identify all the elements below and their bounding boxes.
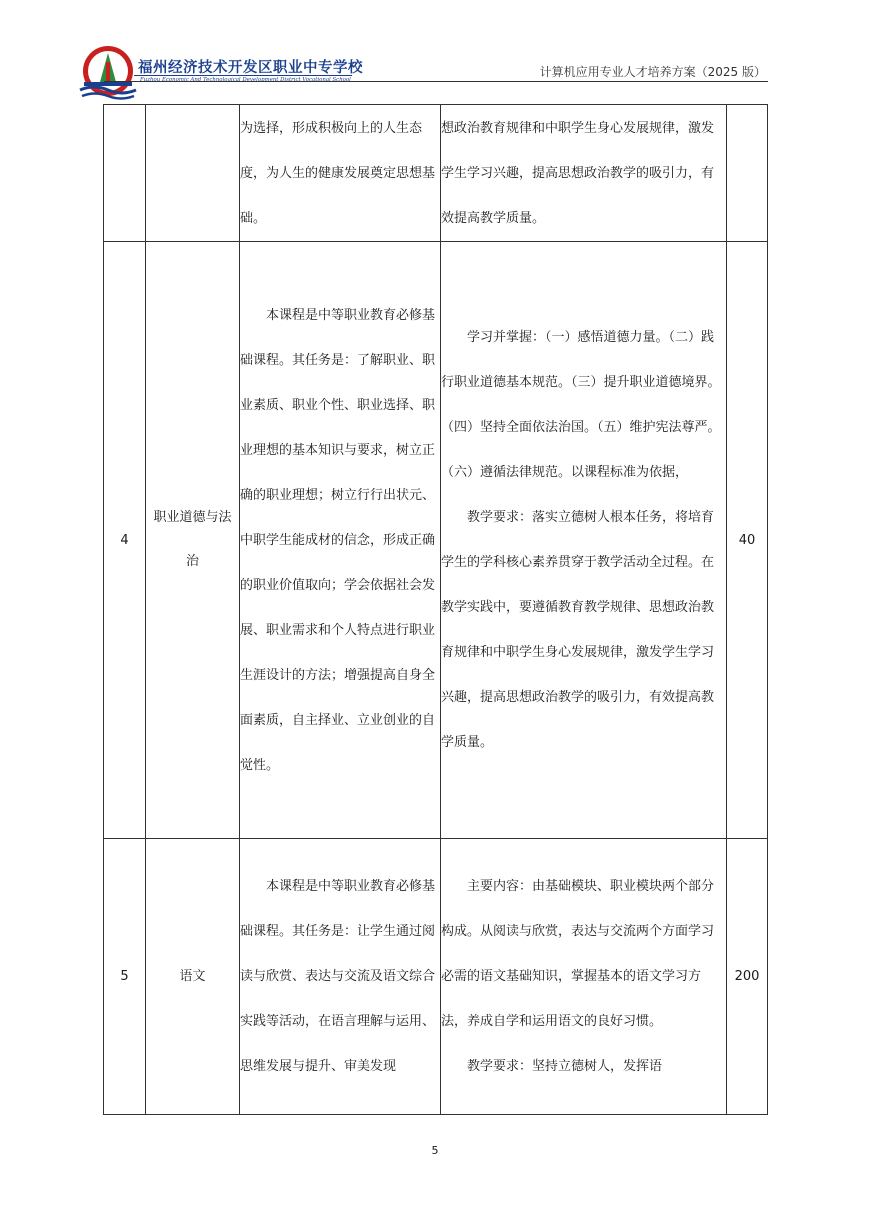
- course-name: [146, 105, 240, 242]
- course-name: 职业道德与法治: [146, 242, 240, 839]
- goal-text: 本课程是中等职业教育必修基础课程。其任务是：了解职业、职业素质、职业个性、职业选择、职业理想的基本知识与要求，树立正确的职业理想；树立行行出状元、中职学生能成材的信念，形成正确的职业价值取向；学会依据社会发展、职业需求和个人特点进行职业生涯设计的方法；增强提高自身全面素质，自主择业、立业创业的自觉性。: [240, 307, 436, 773]
- teaching-requirement-text: 教学要求：坚持立德树人，发挥语: [467, 1059, 663, 1074]
- course-hours: [727, 105, 768, 242]
- curriculum-table: [103, 104, 768, 1115]
- course-content: [441, 242, 727, 839]
- course-number: 5: [104, 839, 146, 1115]
- table-row: [104, 105, 768, 242]
- header-rule: [104, 81, 768, 82]
- course-goal: [240, 242, 441, 839]
- course-content: [441, 105, 727, 242]
- course-hours: 200: [727, 839, 768, 1115]
- table-row: [104, 839, 768, 1115]
- course-content: [441, 839, 727, 1115]
- goal-text: 本课程是中等职业教育必修基础课程。其任务是：让学生通过阅读与欣赏、表达与交流及语文综合实践等活动，在语言理解与运用、思维发展与提升、审美发现: [240, 879, 436, 1074]
- school-name-en: Fuzhou Economic And Technological Development District Vocational School: [140, 77, 351, 83]
- table-row: [104, 242, 768, 839]
- school-name-cn: 福州经济技术开发区职业中专学校: [138, 59, 363, 76]
- content-text: 学习并掌握：（一）感悟道德力量。（二）践行职业道德基本规范。（三）提升职业道德境界。（四）坚持全面依法治国。（五）维护宪法尊严。（六）遵循法律规范。以课程标准为依据，: [441, 330, 721, 480]
- course-number: 4: [104, 242, 146, 839]
- course-goal: [240, 839, 441, 1115]
- course-name: 语文: [146, 839, 240, 1115]
- school-logo-icon: [76, 44, 140, 100]
- content-text: 主要内容：由基础模块、职业模块两个部分构成。从阅读与欣赏，表达与交流两个方面学习必需的语文基础知识，掌握基本的语文学习方法，养成自学和运用语文的良好习惯。: [441, 879, 715, 1029]
- course-hours: 40: [727, 242, 768, 839]
- course-goal: [240, 105, 441, 242]
- content-text: 想政治教育规律和中职学生身心发展规律，激发学生学习兴趣，提高思想政治教学的吸引力，有效提高教学质量。: [441, 120, 715, 226]
- page-number: 5: [431, 1144, 439, 1157]
- course-number: [104, 105, 146, 242]
- document-title: 计算机应用专业人才培养方案（2025 版）: [539, 65, 766, 79]
- page-header: [0, 0, 870, 110]
- header-blue-rule: [134, 75, 352, 76]
- teaching-requirement-text: 教学要求：落实立德树人根本任务，将培育学生的学科核心素养贯穿于教学活动全过程。在教学实践中，要遵循教育教学规律、思想政治教育规律和中职学生身心发展规律，激发学生学习兴趣，提高思想政治教学的吸引力，有效提高教学质量。: [441, 510, 715, 750]
- goal-text: 为选择，形成积极向上的人生态度，为人生的健康发展奠定思想基础。: [240, 120, 436, 226]
